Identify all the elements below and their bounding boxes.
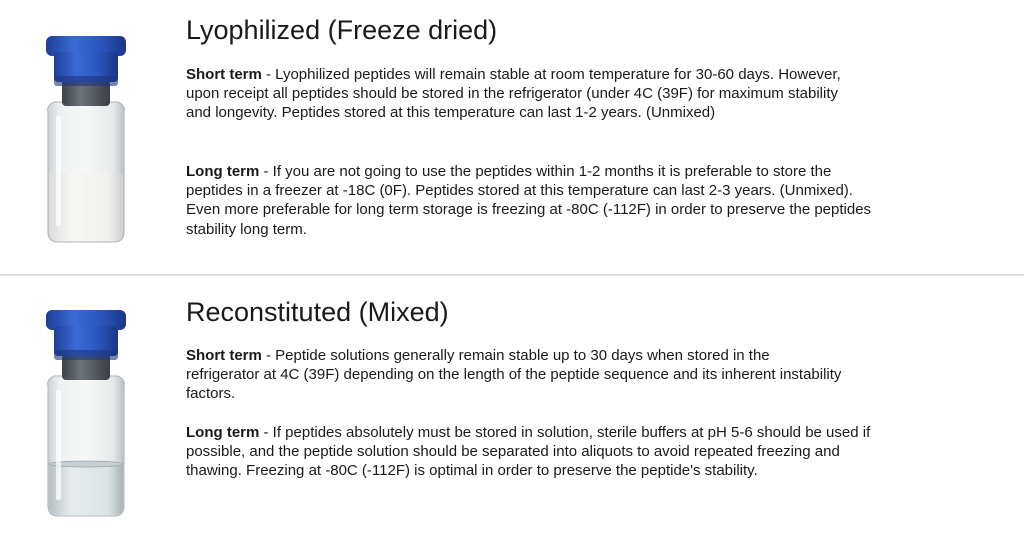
reconstituted-section [0, 278, 1024, 541]
long-term-paragraph [186, 423, 896, 481]
short-term-label: Short term [186, 66, 262, 83]
section-title: Reconstituted (Mixed) [186, 297, 449, 327]
section-title: Lyophilized (Freeze dried) [186, 15, 498, 45]
long-term-paragraph [186, 162, 886, 239]
long-term-text: - If you are not going to use the peptides within 1-2 months it is preferable to store the peptides in a freezer at -18C (0F). Peptides stored at this temperature can last 2-3 years. (Unmixed). Even more preferable for long term storage is freezing at -80C (-112F) in order to preserve the peptides stability long term. [186, 163, 872, 238]
section-divider [0, 274, 1024, 276]
long-term-label: Long term [186, 163, 260, 180]
short-term-text: - Lyophilized peptides will remain stable at room temperature for 30-60 days. However, upon receipt all peptides should be stored in the refrigerator (under 4C (39F) for maximum stability and longevity. Peptides stored at this temperature can last 1-2 years. (Unmixed) [186, 66, 841, 122]
lyophilized-powder-vial-icon [40, 32, 132, 244]
liquid-solution-vial-icon [40, 306, 132, 518]
short-term-text: - Peptide solutions generally remain stable up to 30 days when stored in the refrigerator at 4C (39F) depending on the length of the peptide sequence and its inherent instability factors. [186, 347, 842, 403]
short-term-label: Short term [186, 347, 262, 364]
long-term-label: Long term [186, 424, 260, 441]
short-term-paragraph [186, 65, 846, 123]
short-term-paragraph [186, 346, 846, 404]
long-term-text: - If peptides absolutely must be stored in solution, sterile buffers at pH 5-6 should be used if possible, and the peptide solution should be separated into aliquots to avoid repeated freezing and thawing. Freezing at -80C (-112F) is optimal in order to preserve the peptide's stability. [186, 424, 871, 480]
